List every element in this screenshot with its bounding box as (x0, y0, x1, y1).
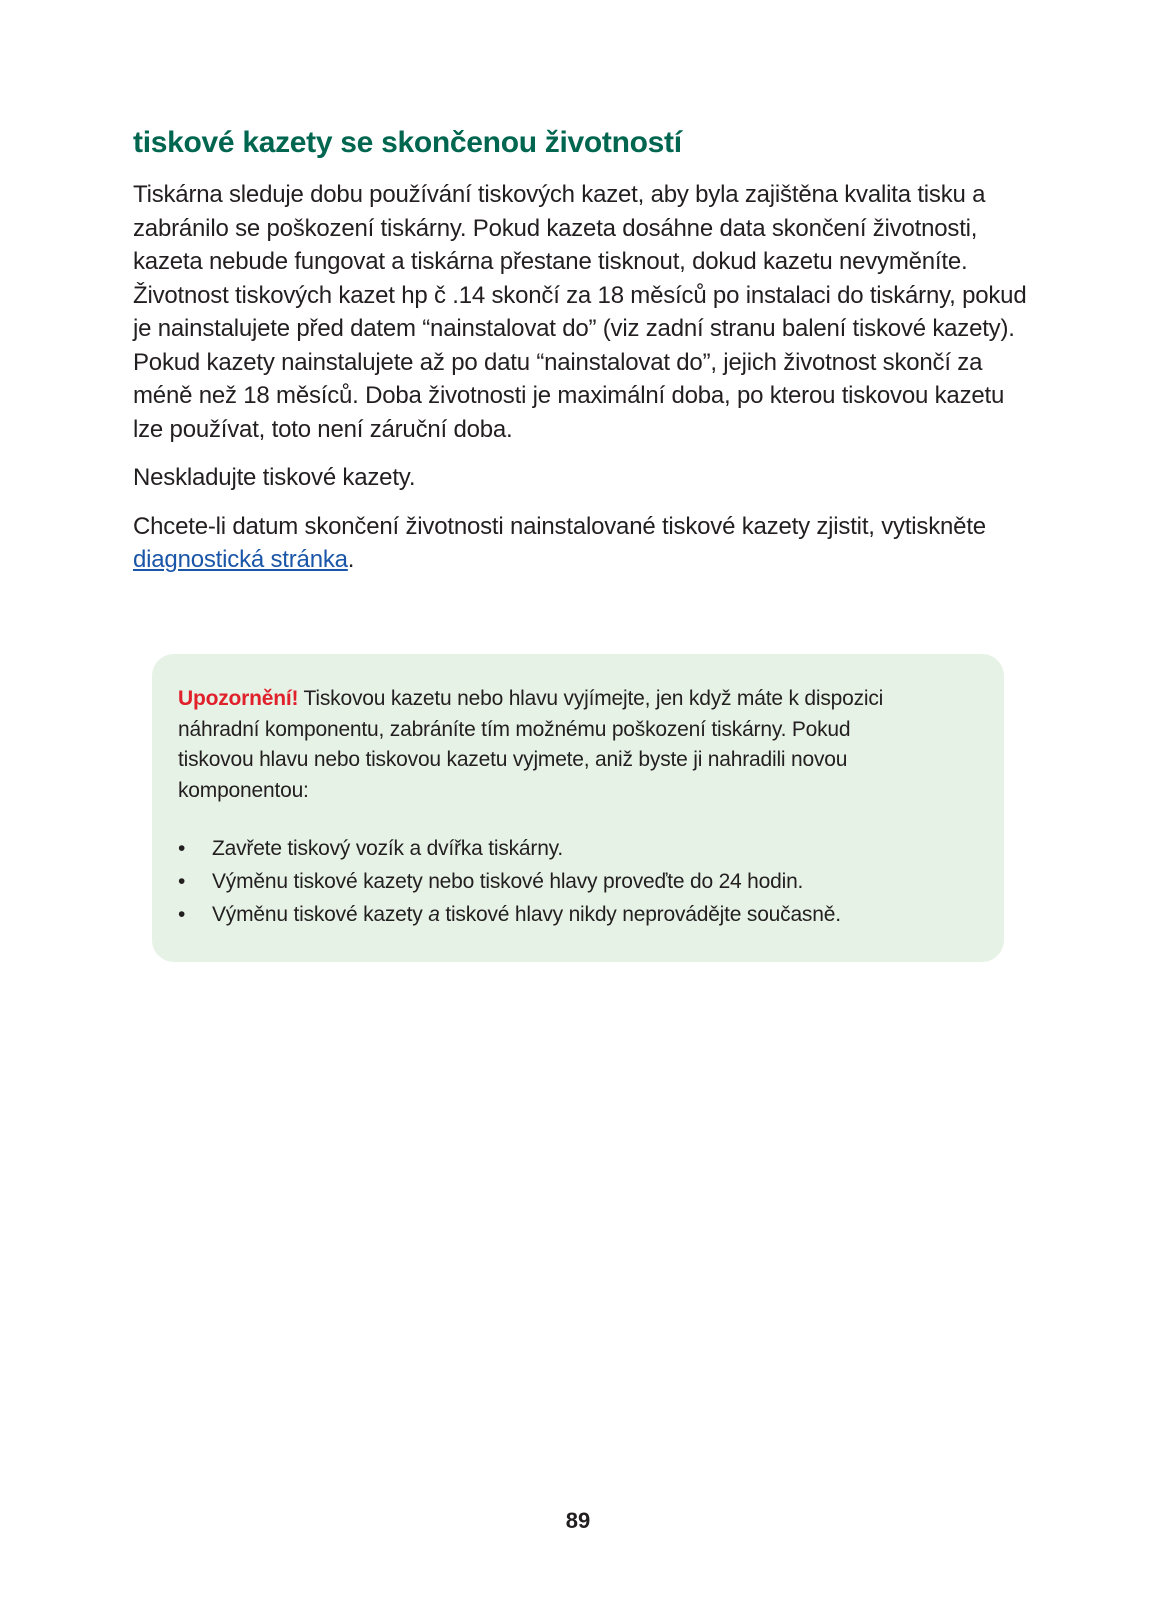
list-item (178, 898, 974, 931)
warning-body: Tiskovou kazetu nebo hlavu vyjímejte, jen když máte k dispozici náhradní komponentu, zabráníte tím možnému poškození tiskárny. Pokud tiskovou hlavu nebo tiskovou kazetu vyjmete, aniž byste ji nahradili novou komponentou: (178, 687, 884, 802)
warning-label: Upozornění! (178, 687, 299, 710)
warning-text (178, 684, 898, 806)
warning-box (152, 654, 1004, 962)
diagnostic-page-link[interactable]: diagnostická stránka (133, 546, 348, 573)
bullet-text: Výměnu tiskové kazety nebo tiskové hlavy proveďte do 24 hodin. (212, 870, 804, 893)
bullet-italic: a (428, 903, 440, 926)
list-item (178, 832, 974, 865)
bullet-text-end: tiskové hlavy nikdy neprovádějte současně. (439, 903, 841, 926)
diagnostic-text-end: . (347, 546, 355, 573)
bullet-icon: • (178, 837, 186, 860)
diagnostic-text: Chcete-li datum skončení životnosti nainstalované tiskové kazety zjistit, vytiskněte (133, 512, 986, 540)
diagnostic-paragraph (133, 510, 1033, 577)
lifetime-paragraph: Tiskárna sleduje dobu používání tiskových kazet, aby byla zajištěna kvalita tisku a zabránilo se poškození tiskárny. Pokud kazeta dosáhne data skončení životnosti, kazeta nebude fungovat a tiskárna přestane tisknout, dokud kazetu nevyměníte. Životnost tiskových kazet hp č .14 skončí za 18 měsíců po instalaci do tiskárny, pokud je nainstalujete před datem “nainstalovat do” (viz zadní stranu balení tiskové kazety). Pokud kazety nainstalujete až po datu “nainstalovat do”, jejich životnost skončí za méně než 18 měsíců. Doba životnosti je maximální doba, po kterou tiskovou kazetu lze používat, toto není záruční doba. (133, 181, 1027, 443)
storage-paragraph: Neskladujte tiskové kazety. (133, 464, 416, 491)
page-number: 89 (565, 1508, 591, 1533)
list-item (178, 865, 974, 898)
bullet-text: Zavřete tiskový vozík a dvířka tiskárny. (212, 837, 564, 860)
bullet-icon: • (178, 903, 186, 926)
bullet-icon: • (178, 870, 186, 893)
page-content (133, 126, 1033, 592)
bullet-text: Výměnu tiskové kazety (212, 903, 429, 926)
section-heading: tiskové kazety se skončenou životností (133, 126, 682, 159)
warning-bullet-list (178, 832, 974, 931)
